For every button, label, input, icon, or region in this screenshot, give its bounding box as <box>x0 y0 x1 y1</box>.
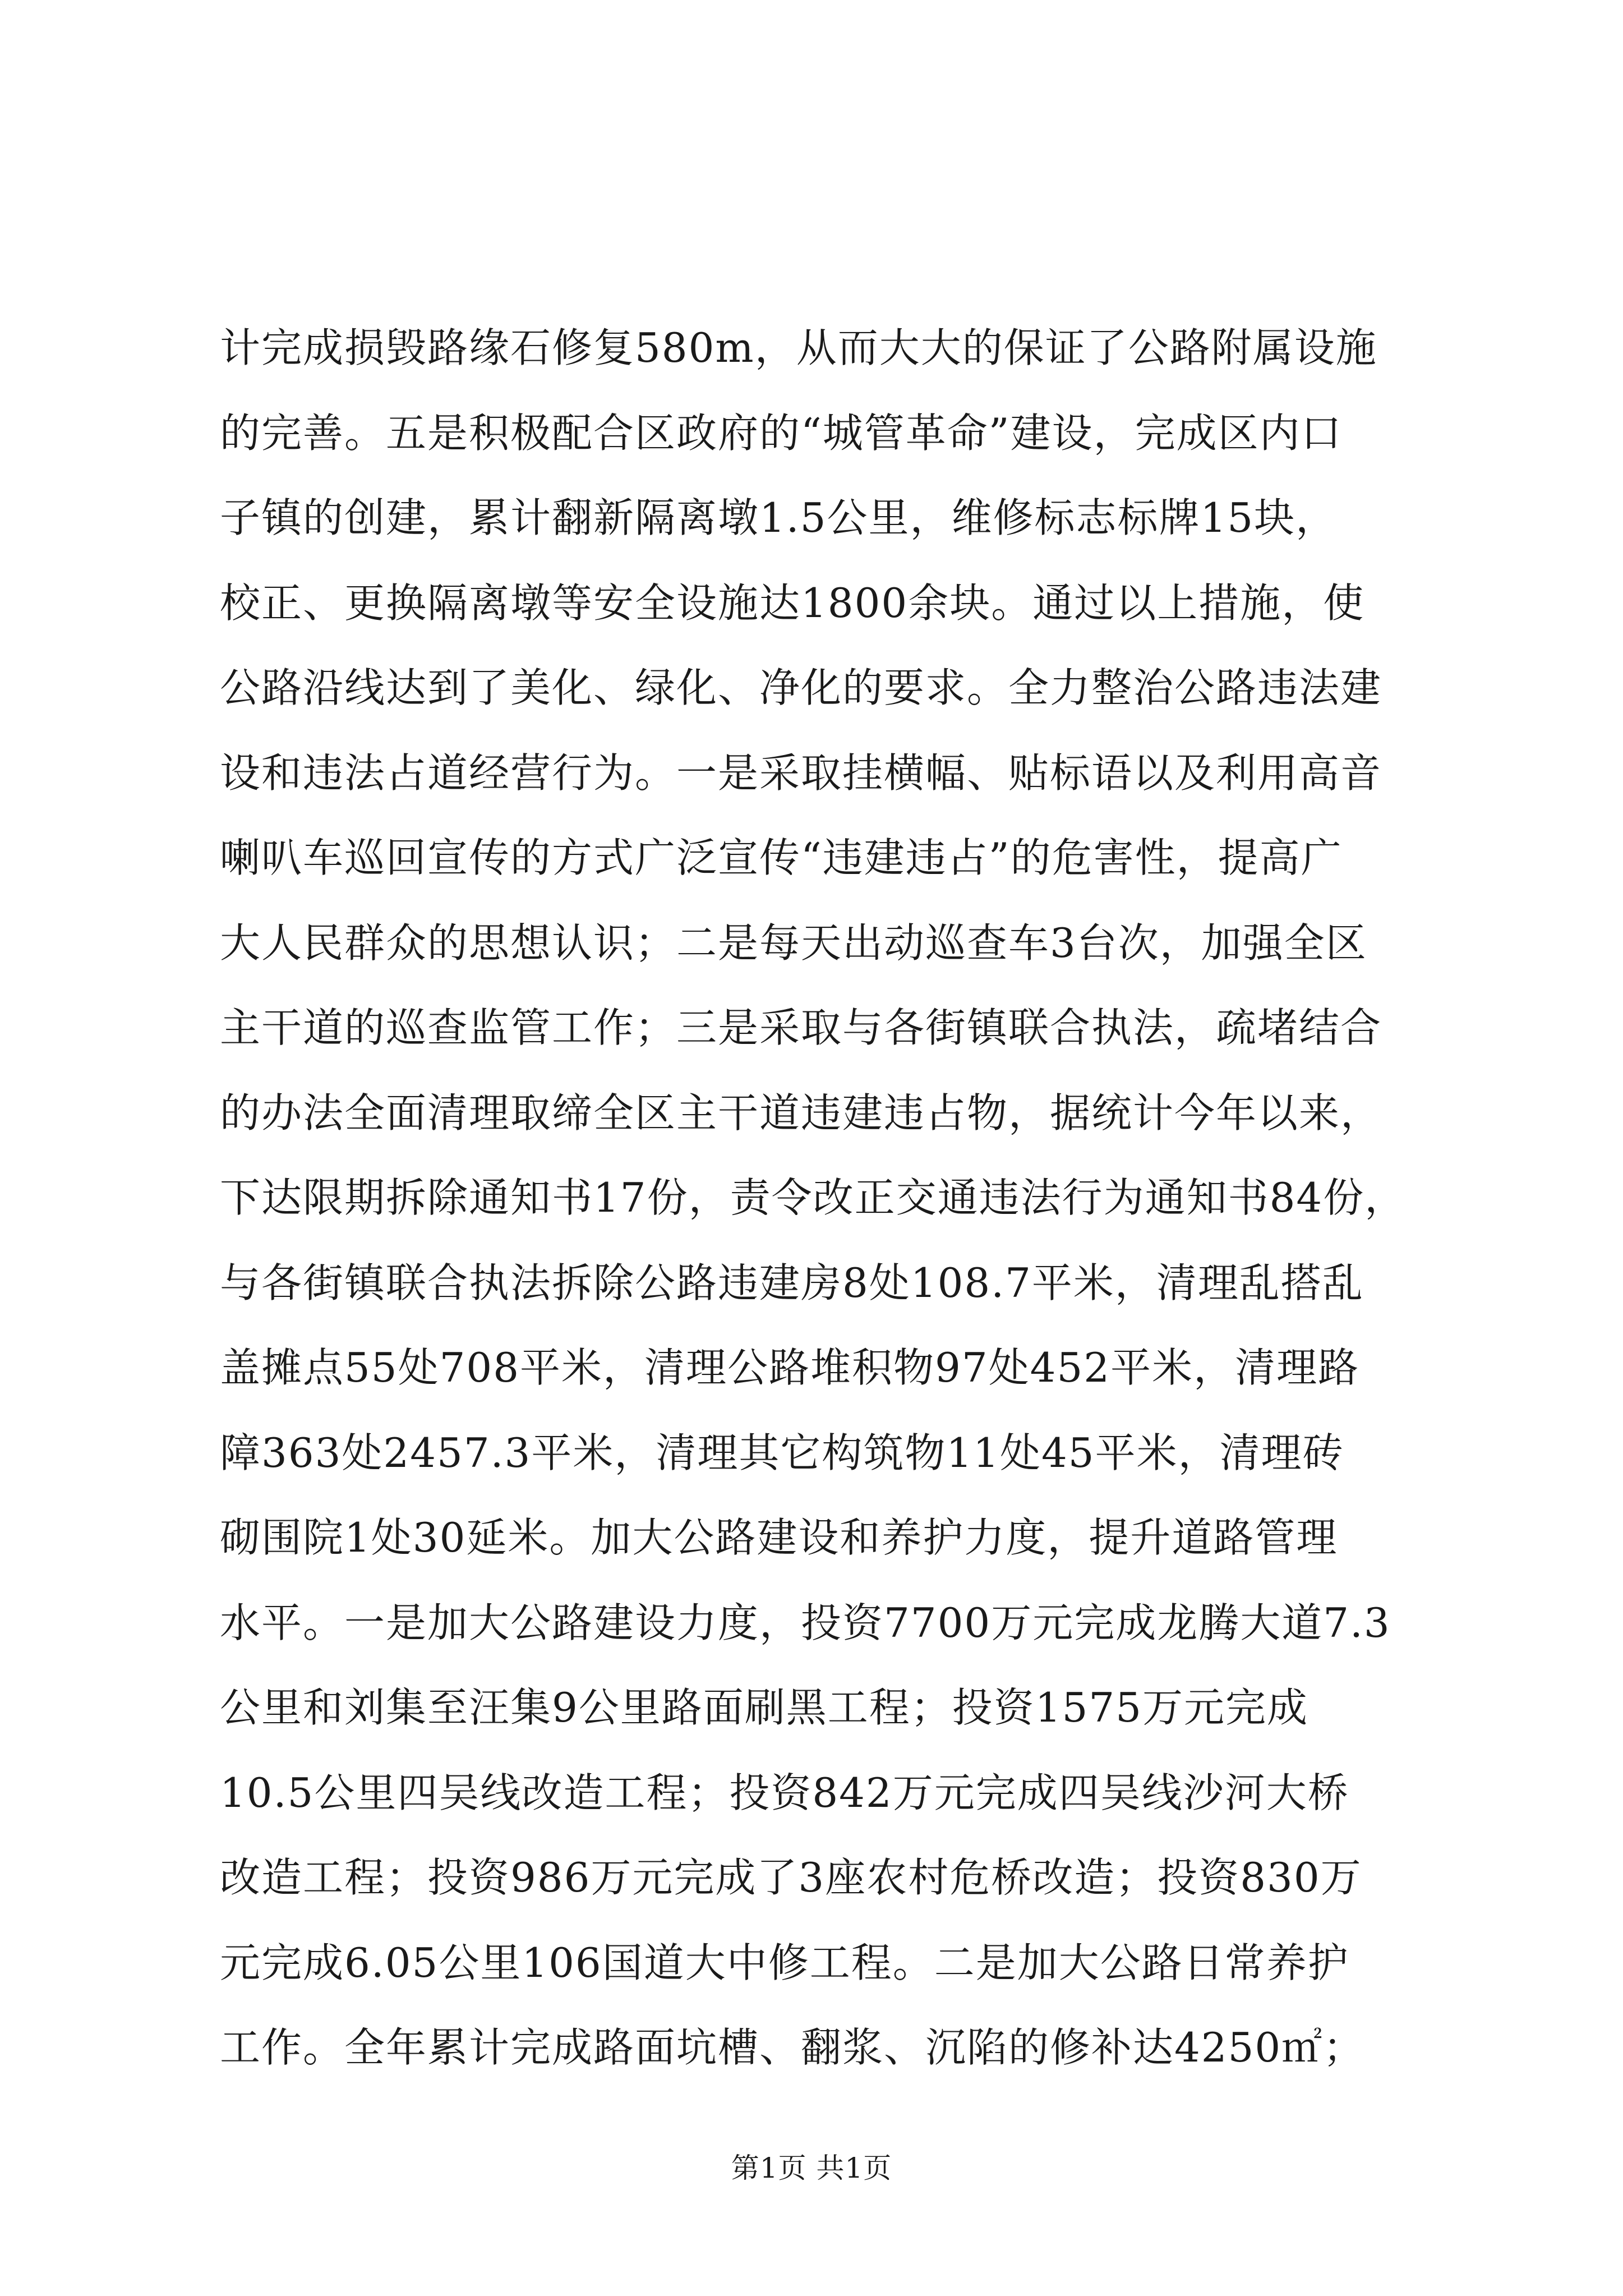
text-line: 盖摊点55处708平米，清理公路堆积物97处452平米，清理路 <box>220 1344 1360 1391</box>
text-line: 的完善。五是积极配合区政府的“城管革命”建设，完成区内口 <box>220 409 1343 457</box>
text-line: 下达限期拆除通知书17份，责令改正交通违法行为通知书84份， <box>220 1174 1407 1221</box>
text-line: 的办法全面清理取缔全区主干道违建违占物，据统计今年以来， <box>220 1089 1382 1137</box>
text-line: 改造工程；投资986万元完成了3座农村危桥改造；投资830万 <box>220 1854 1362 1901</box>
text-line: 校正、更换隔离墩等安全设施达1800余块。通过以上措施，使 <box>220 579 1365 627</box>
text-line: 公里和刘集至汪集9公里路面刷黑工程；投资1575万元完成 <box>220 1684 1309 1731</box>
text-line: 水平。一是加大公路建设力度，投资7700万元完成龙腾大道7.3 <box>220 1599 1391 1646</box>
text-line: 子镇的创建，累计翻新隔离墩1.5公里，维修标志标牌15块， <box>220 494 1338 541</box>
text-line: 工作。全年累计完成路面坑槽、翻浆、沉陷的修补达4250㎡； <box>220 2024 1365 2071</box>
text-line: 10.5公里四吴线改造工程；投资842万元完成四吴线沙河大桥 <box>220 1769 1349 1816</box>
text-line: 大人民群众的思想认识；二是每天出动巡查车3台次，加强全区 <box>220 919 1367 967</box>
text-line: 设和违法占道经营行为。一是采取挂横幅、贴标语以及利用高音 <box>220 749 1382 797</box>
text-line: 与各街镇联合执法拆除公路违建房8处108.7平米，清理乱搭乱 <box>220 1259 1364 1306</box>
page-number: 第1页 共1页 <box>731 2152 892 2184</box>
text-line: 障363处2457.3平米，清理其它构筑物11处45平米，清理砖 <box>220 1429 1344 1476</box>
text-line: 计完成损毁路缘石修复580m，从而大大的保证了公路附属设施 <box>220 324 1377 371</box>
page-footer <box>0 2151 1623 2185</box>
text-line: 砌围院1处30延米。加大公路建设和养护力度，提升道路管理 <box>220 1514 1338 1561</box>
text-line: 喇叭车巡回宣传的方式广泛宣传“违建违占”的危害性，提高广 <box>220 834 1343 881</box>
text-line: 主干道的巡查监管工作；三是采取与各街镇联合执法，疏堵结合 <box>220 1004 1382 1051</box>
text-line: 元完成6.05公里106国道大中修工程。二是加大公路日常养护 <box>220 1939 1349 1986</box>
text-line: 公路沿线达到了美化、绿化、净化的要求。全力整治公路违法建 <box>220 664 1382 711</box>
body-text <box>220 306 1426 2091</box>
